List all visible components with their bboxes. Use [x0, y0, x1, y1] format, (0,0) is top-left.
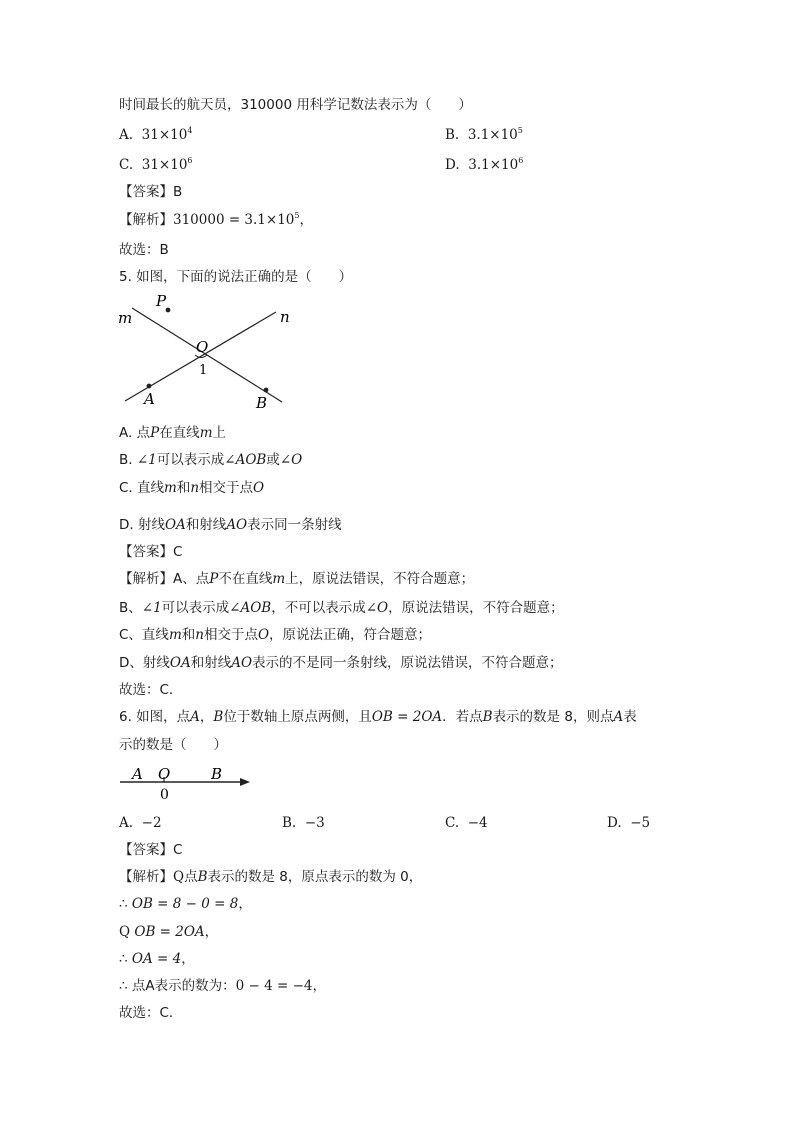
- analysis-exp: 5: [294, 211, 300, 220]
- text: C. 直线: [119, 480, 165, 496]
- math: n: [195, 627, 204, 643]
- text: 表示的不是同一条射线，原说法错误，不符合题意；: [252, 655, 563, 671]
- text: 点: [184, 869, 198, 885]
- option-label: B.: [282, 815, 297, 831]
- q4-answer: 【答案】B: [119, 184, 183, 200]
- q4-analysis: [119, 210, 313, 230]
- text: 在直线: [159, 425, 200, 441]
- q4-conclusion: 故选：B: [119, 242, 169, 258]
- text: 不在直线: [218, 571, 273, 587]
- label-m: m: [118, 309, 133, 327]
- option-value: −2: [141, 815, 162, 831]
- text: ，: [312, 978, 327, 994]
- q6-answer: 【答案】C: [119, 842, 183, 858]
- text: 可以表示成: [161, 600, 230, 616]
- q5-analysis-b: [119, 598, 564, 618]
- math: ∠1: [136, 452, 157, 468]
- text: 表示同一条射线: [247, 517, 342, 533]
- math: ∠1: [141, 600, 162, 616]
- q6-option-d: [607, 813, 650, 833]
- text: 上: [212, 425, 226, 441]
- text: ，: [238, 896, 252, 912]
- math: B: [213, 709, 224, 725]
- q6-option-b: [282, 813, 325, 833]
- option-label: A.: [119, 815, 134, 831]
- math: m: [272, 571, 286, 587]
- option-label: D.: [607, 815, 622, 831]
- option-exp: 6: [187, 156, 193, 165]
- text: 上，原说法错误，不符合题意；: [285, 571, 475, 587]
- text: 【解析】: [119, 869, 173, 885]
- text: 位于数轴上原点两侧，且: [223, 709, 372, 725]
- text: 表: [623, 709, 637, 725]
- math: ∠O: [279, 452, 303, 468]
- label-p: P: [156, 292, 167, 310]
- text: ，: [204, 924, 219, 940]
- q4-option-d: [445, 155, 523, 175]
- q5-intersecting-lines-figure: [110, 290, 300, 415]
- math: O: [257, 627, 270, 643]
- q6-analysis-line2: [119, 894, 252, 914]
- q5-stem: 5. 如图，下面的说法正确的是（ ）: [119, 269, 353, 285]
- because-symbol: Q: [119, 924, 131, 940]
- math: OB = 2OA: [134, 924, 205, 940]
- option-value: −5: [630, 815, 651, 831]
- math: m: [164, 480, 177, 496]
- therefore-symbol: ∴: [119, 896, 128, 912]
- text: 相交于点: [203, 627, 258, 643]
- q6-stem-line1: [119, 707, 637, 727]
- q4-stem: 时间最长的航天员，310000 用科学记数法表示为（ ）: [119, 97, 472, 113]
- q6-analysis-line3: [119, 922, 218, 942]
- math: n: [190, 480, 200, 496]
- text: ，: [199, 709, 214, 725]
- label-o: O: [196, 338, 209, 356]
- label-b: B: [256, 394, 268, 412]
- text: 表示的数是 8，原点表示的数为 0，: [207, 869, 423, 885]
- text: ．若点: [442, 709, 483, 725]
- text: B、: [119, 600, 142, 616]
- q5-analysis-d: [119, 653, 563, 673]
- q5-option-d: [119, 515, 342, 535]
- text: ，原说法正确，符合题意；: [269, 627, 432, 643]
- analysis-suffix: ，: [299, 212, 313, 228]
- text: A. 点: [119, 425, 151, 441]
- q5-conclusion: 故选：C．: [119, 682, 183, 698]
- option-mantissa: 3.1×10: [467, 127, 518, 143]
- text: 可以表示成: [156, 452, 225, 468]
- q5-option-a: [119, 423, 226, 443]
- option-value: −4: [467, 815, 488, 831]
- analysis-prefix: 【解析】: [119, 212, 173, 228]
- option-value: −3: [304, 815, 325, 831]
- math: O: [253, 480, 265, 496]
- analysis-math: 310000 = 3.1×10: [173, 212, 295, 228]
- option-label: D.: [445, 157, 460, 173]
- q6-conclusion: 故选：C．: [119, 1005, 183, 1021]
- q6-analysis-line5: [119, 976, 326, 996]
- text: 6. 如图，点: [119, 709, 191, 725]
- text: 和射线: [185, 517, 227, 533]
- math: m: [199, 425, 213, 441]
- math: ∠AOB: [224, 452, 267, 468]
- q5-option-b: [119, 450, 302, 470]
- q4-option-c: [119, 155, 193, 175]
- math: P: [209, 571, 219, 587]
- math: P: [150, 425, 160, 441]
- label-b: B: [211, 765, 223, 783]
- therefore-symbol: ∴: [119, 951, 128, 967]
- text: 点A表示的数为：: [131, 978, 236, 994]
- option-mantissa: 3.1×10: [468, 157, 519, 173]
- math: ∠AOB: [229, 600, 272, 616]
- option-mantissa: 31×10: [141, 157, 188, 173]
- text: B.: [119, 452, 137, 468]
- math: OA: [164, 517, 186, 533]
- because-symbol: Q: [173, 869, 185, 885]
- point-b: [264, 388, 269, 393]
- text: ，不可以表示成: [271, 600, 366, 616]
- label-a: A: [132, 765, 143, 783]
- therefore-symbol: ∴: [119, 978, 128, 994]
- text: ，原说法错误，不符合题意；: [388, 600, 564, 616]
- q5-analysis-a: [119, 569, 474, 589]
- text: 和射线: [190, 655, 232, 671]
- math: OA: [169, 655, 191, 671]
- math: A: [190, 709, 200, 725]
- point-a: [147, 384, 152, 389]
- text: 和: [176, 480, 191, 496]
- text: 相交于点: [199, 480, 254, 496]
- math: B: [482, 709, 493, 725]
- text: C、直线: [119, 627, 169, 643]
- number-line-arrow: [240, 778, 250, 786]
- q6-analysis-line1: [119, 867, 422, 887]
- text: 和: [181, 627, 196, 643]
- option-label: C.: [445, 815, 460, 831]
- text: 【解析】A、点: [119, 571, 210, 587]
- math: B: [197, 869, 208, 885]
- point-p: [166, 308, 171, 313]
- option-label: C.: [119, 157, 134, 173]
- math: OB = 8 − 0 = 8: [131, 896, 239, 912]
- math: AO: [226, 517, 248, 533]
- option-exp: 6: [518, 156, 524, 165]
- q6-number-line-figure: [115, 762, 260, 804]
- q4-option-a: [119, 125, 192, 145]
- option-exp: 4: [187, 126, 193, 135]
- q6-analysis-line4: [119, 949, 195, 969]
- q6-option-a: [119, 813, 162, 833]
- math: OA = 4: [131, 951, 182, 967]
- math: m: [168, 627, 182, 643]
- text: D. 射线: [119, 517, 165, 533]
- q5-option-c: [119, 478, 264, 498]
- label-1: 1: [199, 363, 208, 378]
- math: ∠O: [365, 600, 389, 616]
- option-label: B.: [445, 127, 460, 143]
- math: AO: [231, 655, 253, 671]
- label-o: O: [158, 765, 171, 783]
- label-a: A: [144, 390, 155, 408]
- math: 0 − 4 = −4: [235, 978, 313, 994]
- option-label: A.: [119, 127, 134, 143]
- label-n: n: [280, 308, 290, 326]
- math: A: [613, 709, 624, 725]
- q6-option-c: [445, 813, 488, 833]
- text: 表示的数是 8，则点: [492, 709, 614, 725]
- q5-answer: 【答案】C: [119, 544, 183, 560]
- text: D、射线: [119, 655, 170, 671]
- text: ，: [181, 951, 195, 967]
- option-mantissa: 31×10: [141, 127, 188, 143]
- math: OB = 2OA: [371, 709, 443, 725]
- option-exp: 5: [517, 126, 523, 135]
- q6-stem-line2: 示的数是（ ）: [119, 737, 227, 753]
- label-0: 0: [160, 787, 169, 803]
- q4-option-b: [445, 125, 523, 145]
- text: 或: [266, 452, 280, 468]
- q5-analysis-c: [119, 625, 431, 645]
